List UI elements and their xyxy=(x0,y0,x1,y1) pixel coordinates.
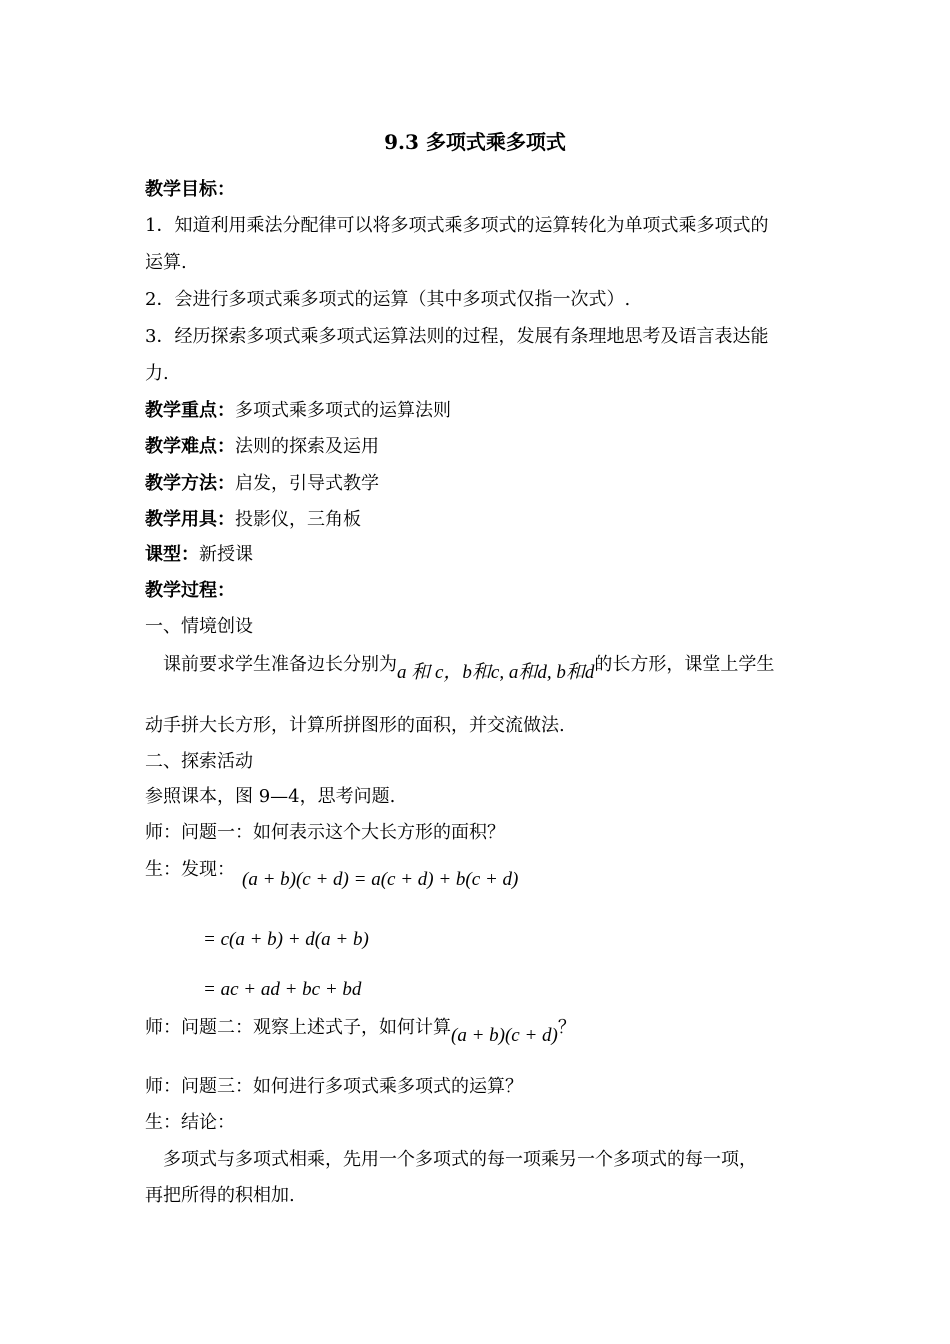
question-mark: ？ xyxy=(557,1017,576,1038)
equation-3: = ac + ad + bc + bd xyxy=(203,979,362,1000)
meta-label: 教学重点： xyxy=(145,400,235,421)
process-heading: 教学过程： xyxy=(145,580,235,601)
meta-label: 教学方法： xyxy=(145,473,235,494)
objective-1: 1．知道利用乘法分配律可以将多项式乘多项式的运算转化为单项式乘多项式的 xyxy=(145,215,769,236)
meta-value: 启发，引导式教学 xyxy=(235,473,379,494)
meta-value: 法则的探索及运用 xyxy=(235,436,379,457)
conclusion-cont: 再把所得的积相加. xyxy=(145,1185,295,1206)
meta-value: 多项式乘多项式的运算法则 xyxy=(235,400,451,421)
conclusion: 多项式与多项式相乘，先用一个多项式的每一项乘另一个多项式的每一项， xyxy=(163,1149,757,1170)
question-2 xyxy=(145,1016,576,1046)
page-title: 9.3 多项式乘多项式 xyxy=(384,130,566,154)
para-text-end: 的长方形，课堂上学生 xyxy=(594,654,775,675)
answer-1-label: 生：发现： xyxy=(145,859,235,880)
meta-label: 课型： xyxy=(145,544,199,565)
key-points xyxy=(145,399,451,423)
objective-3: 3．经历探索多项式乘多项式运算法则的过程，发展有条理地思考及语言表达能 xyxy=(145,326,769,347)
section1-heading: 一、情境创设 xyxy=(145,616,253,637)
section2-heading: 二、探索活动 xyxy=(145,751,253,772)
lesson-type xyxy=(145,543,253,567)
para-text: 课前要求学生准备边长分别为 xyxy=(163,654,397,675)
section1-paragraph xyxy=(163,653,775,683)
difficulties xyxy=(145,435,379,459)
textbook-reference: 参照课本，图 9—4，思考问题. xyxy=(145,786,396,807)
objectives-heading: 教学目标： xyxy=(145,179,235,200)
meta-label: 教学难点： xyxy=(145,436,235,457)
meta-value: 新授课 xyxy=(199,544,253,565)
teaching-method xyxy=(145,472,379,496)
question-1: 师：问题一：如何表示这个大长方形的面积？ xyxy=(145,822,505,843)
section1-paragraph-cont: 动手拼大长方形，计算所拼图形的面积，并交流做法. xyxy=(145,715,565,736)
objective-2: 2．会进行多项式乘多项式的运算（其中多项式仅指一次式）. xyxy=(145,289,631,310)
question-3: 师：问题三：如何进行多项式乘多项式的运算？ xyxy=(145,1076,523,1097)
equation-1: (a + b)(c + d) = a(c + d) + b(c + d) xyxy=(242,869,519,890)
meta-label: 教学用具： xyxy=(145,509,235,530)
equation-2: = c(a + b) + d(a + b) xyxy=(203,929,369,950)
teaching-tools xyxy=(145,508,361,532)
question-2-math: (a + b)(c + d) xyxy=(451,1025,558,1046)
meta-value: 投影仪，三角板 xyxy=(235,509,361,530)
objective-3-cont: 力. xyxy=(145,363,169,384)
question-2-text: 师：问题二：观察上述式子，如何计算 xyxy=(145,1017,451,1038)
objective-1-cont: 运算. xyxy=(145,252,187,273)
para-math: a 和 c，b和c, a和d, b和d xyxy=(397,662,595,683)
answer-3-label: 生：结论： xyxy=(145,1112,235,1133)
